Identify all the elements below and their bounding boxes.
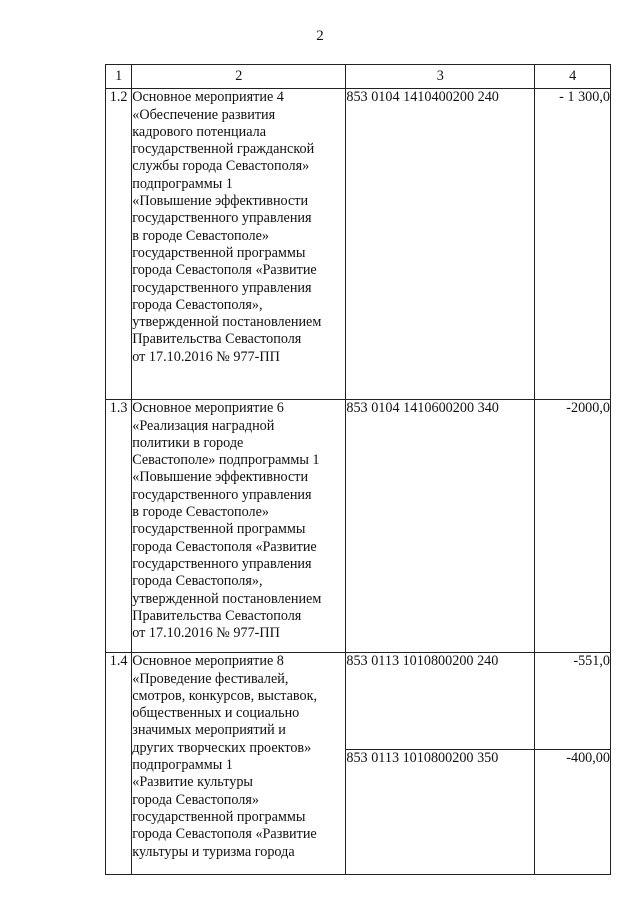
description-line: культуры и туризма города [132, 843, 295, 860]
row-number: 1.3 [106, 400, 132, 653]
description-line: в городе Севастополе» [132, 227, 270, 244]
amount-value: -2000,0 [535, 400, 611, 653]
description-line: города Севастополя «Развитие [132, 826, 317, 843]
description-line: «Проведение фестивалей, [132, 670, 289, 687]
header-col-1: 1 [106, 65, 132, 89]
description-line: Основное мероприятие 4 [132, 89, 284, 106]
budget-code: 853 0104 1410600200 340 [346, 400, 535, 653]
row-description [132, 653, 346, 875]
description-line: службы города Севастополя» [132, 158, 310, 175]
description-line: Основное мероприятие 6 [132, 400, 284, 417]
budget-code: 853 0113 1010800200 350 [346, 750, 535, 875]
row-description [132, 89, 346, 400]
description-line: политики в городе [132, 434, 244, 451]
amount-value: -551,0 [535, 653, 611, 750]
description-line: «Обеспечение развития [132, 106, 276, 123]
header-col-4: 4 [535, 65, 611, 89]
header-col-2: 2 [132, 65, 346, 89]
description-line: «Повышение эффективности [132, 469, 309, 486]
amendment-table [105, 64, 611, 875]
description-line: смотров, конкурсов, выставок, [132, 687, 318, 704]
description-line: государственной программы [132, 244, 306, 261]
description-line: государственного управления [132, 486, 312, 503]
description-line: Правительства Севастополя [132, 607, 302, 624]
description-line: от 17.10.2016 № 977-ПП [132, 348, 280, 365]
description-line: города Севастополя», [132, 573, 263, 590]
amount-value: - 1 300,0 [535, 89, 611, 400]
table-body [106, 65, 611, 875]
description-line: утвержденной постановлением [132, 314, 322, 331]
row-description [132, 400, 346, 653]
description-line: города Севастополя», [132, 296, 263, 313]
table-row [106, 89, 611, 400]
description-line: общественных и социально [132, 705, 300, 722]
description-line: государственной гражданской [132, 141, 315, 158]
description-line: «Развитие культуры [132, 774, 253, 791]
table-row [106, 653, 611, 750]
header-col-3: 3 [346, 65, 535, 89]
description-line: других творческих проектов» [132, 739, 312, 756]
description-line: города Севастополя» [132, 791, 259, 808]
page-number: 2 [316, 28, 324, 44]
description-line: «Повышение эффективности [132, 193, 309, 210]
row-number: 1.4 [106, 653, 132, 875]
description-line: государственной программы [132, 808, 306, 825]
description-line: Правительства Севастополя [132, 331, 302, 348]
description-line: города Севастополя «Развитие [132, 538, 317, 555]
description-line: государственного управления [132, 555, 312, 572]
description-line: от 17.10.2016 № 977-ПП [132, 625, 280, 642]
description-line: «Реализация наградной [132, 417, 275, 434]
description-line: Основное мероприятие 8 [132, 653, 284, 670]
description-line: Севастополе» подпрограммы 1 [132, 452, 320, 469]
table-row [106, 400, 611, 653]
budget-code: 853 0113 1010800200 240 [346, 653, 535, 750]
table-header-row [106, 65, 611, 89]
description-line: государственного управления [132, 279, 312, 296]
description-line: кадрового потенциала [132, 123, 267, 140]
row-number: 1.2 [106, 89, 132, 400]
description-line: государственной программы [132, 521, 306, 538]
description-line: в городе Севастополе» [132, 504, 270, 521]
description-line: подпрограммы 1 [132, 175, 233, 192]
description-line: государственного управления [132, 210, 312, 227]
budget-code: 853 0104 1410400200 240 [346, 89, 535, 400]
description-line: города Севастополя «Развитие [132, 262, 317, 279]
description-line: подпрограммы 1 [132, 757, 233, 774]
description-line: утвержденной постановлением [132, 590, 322, 607]
amount-value: -400,00 [535, 750, 611, 875]
description-line: значимых мероприятий и [132, 722, 286, 739]
